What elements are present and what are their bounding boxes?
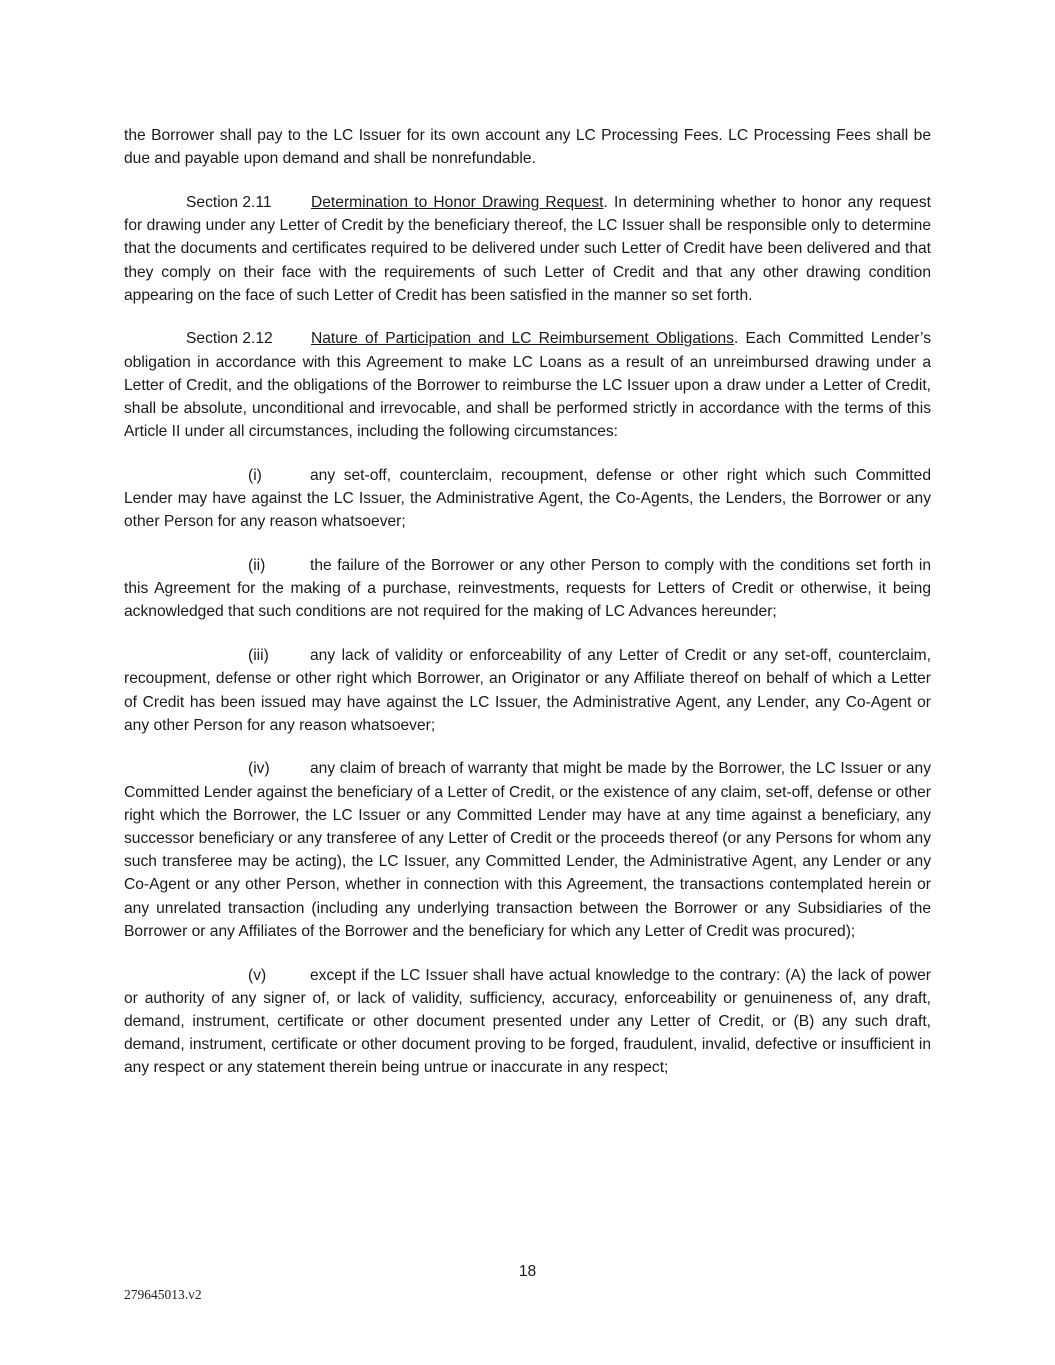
list-item-i (124, 464, 931, 534)
item-text: any lack of validity or enforceability of any Letter of Credit or any set-off, counterclaim, recoupment, defense or other right which Borrower, an Originator or any Affiliate thereof on behalf of which a Letter of Credit has been issued may have against the LC Issuer, the Administrative Agent, any Lender, any Co-Agent or any other Person for any reason whatsoever; (124, 647, 931, 734)
continuation-paragraph: the Borrower shall pay to the LC Issuer for its own account any LC Processing Fees. LC Processing Fees shall be due and payable upon demand and shall be nonrefundable. (124, 127, 931, 168)
item-number: (ii) (248, 557, 266, 575)
section-number: Section 2.12 (186, 330, 273, 348)
item-number: (iv) (248, 760, 270, 778)
item-number: (v) (248, 966, 267, 984)
item-number: (i) (248, 466, 262, 484)
list-item-v (124, 964, 931, 1080)
item-text: except if the LC Issuer shall have actual knowledge to the contrary: (A) the lack of power or authority of any signer of, or lack of validity, sufficiency, accuracy, enforceability or genuineness of, any draft, demand, instrument, certificate or other document presented under any Letter of Credit, or (B) any such draft, demand, instrument, certificate or other document proving to be forged, fraudulent, invalid, defective or insufficient in any respect or any statement therein being untrue or inaccurate in any respect; (124, 966, 931, 1077)
section-body: . In determining whether to honor any request for drawing under any Letter of Credit by the beneficiary thereof, the LC Issuer shall be responsible only to determine that the documents and certificates required to be delivered under such Letter of Credit have been delivered and that they comply on their face with the requirements of such Letter of Credit and that any other drawing condition appearing on the face of such Letter of Credit has been satisfied in the manner so set forth. (124, 193, 931, 304)
section-title: Nature of Participation and LC Reimbursement Obligations (311, 330, 734, 348)
item-text: any claim of breach of warranty that might be made by the Borrower, the LC Issuer or any Committed Lender against the beneficiary of a Letter of Credit, or the existence of any claim, set-off, defense or other right which the Borrower, the LC Issuer or any Committed Lender may have at any time against a beneficiary, any successor beneficiary or any transferee of any Letter of Credit or the proceeds thereof (or any Persons for whom any such transferee may be acting), the LC Issuer, any Committed Lender, the Administrative Agent, any Lender or any Co-Agent or any other Person, whether in connection with this Agreement, the transactions contemplated herein or any unrelated transaction (including any underlying transaction between the Borrower or any Subsidiaries of the Borrower or any Affiliates of the Borrower and the beneficiary for which any Letter of Credit was procured); (124, 760, 931, 940)
document-page (124, 124, 931, 1100)
section-title: Determination to Honor Drawing Request (311, 193, 604, 211)
list-item-iii (124, 644, 931, 737)
section-body: . Each Committed Lender’s obligation in accordance with this Agreement to make LC Loans as a result of an unreimbursed drawing under a Letter of Credit, and the obligations of the Borrower to reimburse the LC Issuer upon a draw under a Letter of Credit, shall be absolute, unconditional and irrevocable, and shall be performed strictly in accordance with the terms of this Article II under all circumstances, including the following circumstances: (124, 330, 931, 441)
item-text: any set-off, counterclaim, recoupment, defense or other right which such Committed Lender may have against the LC Issuer, the Administrative Agent, the Co-Agents, the Lenders, the Borrower or any other Person for any reason whatsoever; (124, 466, 931, 531)
section-number: Section 2.11 (186, 193, 272, 211)
list-item-ii (124, 554, 931, 624)
list-item-iv (124, 757, 931, 943)
item-number: (iii) (248, 647, 269, 665)
item-text: the failure of the Borrower or any other Person to comply with the conditions set forth in this Agreement for the making of a purchase, reinvestments, requests for Letters of Credit or otherwise, it being acknowledged that such conditions are not required for the making of LC Advances hereunder; (124, 557, 931, 621)
page-number: 18 (518, 1263, 537, 1280)
document-id: 279645013.v2 (124, 1287, 202, 1302)
section-2-11-paragraph (124, 191, 931, 307)
section-2-12-paragraph (124, 327, 931, 443)
